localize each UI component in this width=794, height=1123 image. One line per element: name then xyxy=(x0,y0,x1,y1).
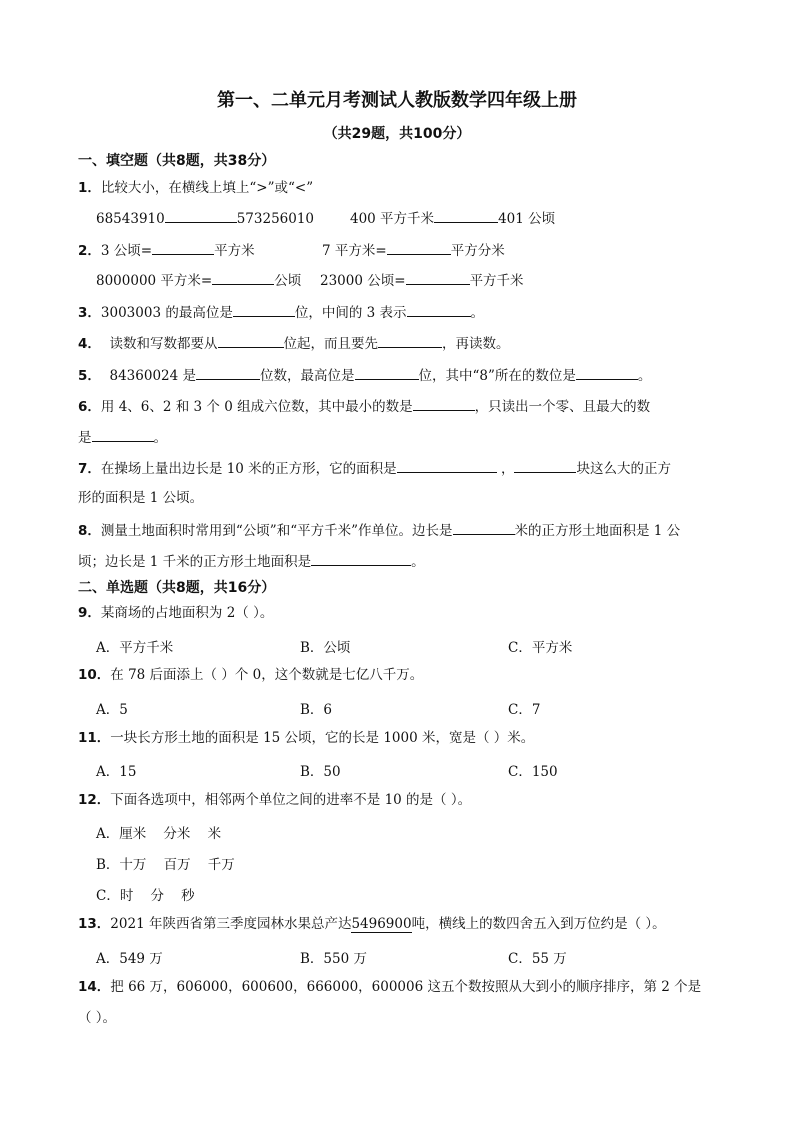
question-1-row-b xyxy=(350,208,555,228)
unit-label: 公顷 xyxy=(274,273,302,289)
option-c[interactable]: C．时 分 秒 xyxy=(96,888,195,904)
question-text: 米的正方形土地面积是 1 公 xyxy=(514,523,681,539)
question-4 xyxy=(78,333,510,353)
page-title: 第一、二单元月考测试人教版数学四年级上册 xyxy=(217,90,577,111)
compare-left: 68543910 xyxy=(96,211,165,227)
option-a[interactable]: A．厘米 分米 米 xyxy=(96,826,222,842)
answer-blank[interactable] xyxy=(407,302,471,317)
question-number: 2． xyxy=(78,243,101,259)
option-c[interactable]: C．7 xyxy=(508,702,541,718)
answer-blank[interactable] xyxy=(212,270,274,285)
option-b[interactable]: B．6 xyxy=(300,702,333,718)
answer-blank[interactable] xyxy=(218,333,284,348)
option-b[interactable]: B．公顷 xyxy=(300,640,351,656)
option-b[interactable]: B．550 万 xyxy=(300,951,367,967)
question-text: 在 78 后面添上（ ）个 0，这个数就是七亿八千万。 xyxy=(110,667,424,683)
answer-blank[interactable] xyxy=(311,551,411,566)
question-number: 1． xyxy=(78,180,101,196)
question-text: 把 66 万，606000，600600，666000，600006 这五个数按照从大到小的顺序排序，第 2 个是 xyxy=(110,979,702,995)
question-text: 某商场的占地面积为 2（ ）。 xyxy=(100,605,274,621)
question-text: 吨，横线上的数四舍五入到万位约是（ ）。 xyxy=(411,916,666,932)
section-single-choice: 二、单选题（共8题，共16分） xyxy=(78,580,276,596)
question-number: 8． xyxy=(78,523,101,539)
option-c[interactable]: C．平方米 xyxy=(508,640,573,656)
question-number: 12． xyxy=(78,792,111,808)
question-2-row-b xyxy=(322,240,505,260)
answer-blank[interactable] xyxy=(196,365,260,380)
question-12 xyxy=(78,791,471,809)
answer-blank[interactable] xyxy=(514,458,576,473)
compare-right: 573256010 xyxy=(236,211,315,227)
question-text: 2021 年陕西省第三季度园林水果总产达 xyxy=(110,916,352,932)
question-text: 84360024 是 xyxy=(109,368,197,384)
answer-blank[interactable] xyxy=(434,208,498,223)
answer-blank[interactable] xyxy=(92,427,154,442)
question-text: 。 xyxy=(153,430,167,446)
page-subtitle: （共29题，共100分） xyxy=(323,126,471,142)
answer-blank[interactable] xyxy=(233,302,295,317)
question-text: 3 公顷= xyxy=(100,243,153,259)
question-8-cont xyxy=(78,551,425,571)
question-text: ，只读出一个零、且最大的数 xyxy=(474,399,651,415)
question-14-cont xyxy=(78,1009,116,1027)
question-text: 顷；边长是 1 千米的正方形土地面积是 xyxy=(78,554,312,570)
question-text: 用 4、6、2 和 3 个 0 组成六位数，其中最小的数是 xyxy=(100,399,413,415)
question-2-row-a xyxy=(78,240,255,260)
question-text: 位数，最高位是 xyxy=(260,368,355,384)
question-text: 读数和写数都要从 xyxy=(109,336,218,352)
question-text: 块这么大的正方 xyxy=(576,461,671,477)
question-text: 下面各选项中，相邻两个单位之间的进率不是 10 的是（ ）。 xyxy=(110,792,472,808)
answer-blank[interactable] xyxy=(387,240,451,255)
question-text: 一块长方形土地的面积是 15 公顷，它的长是 1000 米，宽是（ ）米。 xyxy=(110,730,535,746)
question-6-cont xyxy=(78,427,167,447)
question-number: 9． xyxy=(78,605,101,621)
question-text: ， xyxy=(496,461,515,477)
option-b[interactable]: B．十万 百万 千万 xyxy=(96,857,235,873)
answer-blank[interactable] xyxy=(413,396,475,411)
question-text: 3003003 的最高位是 xyxy=(100,305,233,321)
question-6 xyxy=(78,396,650,416)
question-9 xyxy=(78,604,273,622)
option-a[interactable]: A．549 万 xyxy=(96,951,163,967)
question-10 xyxy=(78,666,423,684)
option-b[interactable]: B．50 xyxy=(300,764,341,780)
question-7 xyxy=(78,458,671,478)
option-a[interactable]: A．15 xyxy=(96,764,137,780)
question-text: 。 xyxy=(470,305,484,321)
question-text: 位，其中“8”所在的数位是 xyxy=(418,368,576,384)
question-number: 4． xyxy=(78,336,101,352)
question-2-row-d xyxy=(320,270,524,290)
question-11 xyxy=(78,729,534,747)
question-text: 测量土地面积时常用到“公顷”和“平方千米”作单位。边长是 xyxy=(100,523,453,539)
question-1-row-a xyxy=(96,208,314,228)
unit-label: 平方米 xyxy=(214,243,255,259)
answer-blank[interactable] xyxy=(576,365,638,380)
question-text: 是 xyxy=(78,430,92,446)
answer-blank[interactable] xyxy=(378,333,442,348)
question-3 xyxy=(78,302,484,322)
question-text: ，再读数。 xyxy=(442,336,510,352)
question-text: （ ）。 xyxy=(78,1010,117,1026)
option-a[interactable]: A．5 xyxy=(96,702,128,718)
question-text: 8000000 平方米= xyxy=(96,273,213,289)
question-number: 13． xyxy=(78,916,111,932)
answer-blank[interactable] xyxy=(355,365,419,380)
compare-left: 400 平方千米 xyxy=(350,211,435,227)
question-text: 位起，而且要先 xyxy=(283,336,378,352)
question-text: 位，中间的 3 表示 xyxy=(294,305,407,321)
answer-blank[interactable] xyxy=(165,208,237,223)
question-7-cont xyxy=(78,489,203,507)
underlined-number: 5496900 xyxy=(351,916,412,932)
question-number: 6． xyxy=(78,399,101,415)
question-text: 形的面积是 1 公顷。 xyxy=(78,490,204,506)
option-c[interactable]: C．55 万 xyxy=(508,951,567,967)
question-number: 11． xyxy=(78,730,111,746)
question-number: 3． xyxy=(78,305,101,321)
compare-right: 401 公顷 xyxy=(498,211,556,227)
answer-blank[interactable] xyxy=(453,520,515,535)
question-text: 7 平方米= xyxy=(322,243,387,259)
answer-blank[interactable] xyxy=(406,270,470,285)
question-13 xyxy=(78,915,666,933)
section-fill-in: 一、填空题（共8题，共38分） xyxy=(78,153,276,169)
question-14 xyxy=(78,978,701,996)
question-number: 14． xyxy=(78,979,111,995)
option-c[interactable]: C．150 xyxy=(508,764,558,780)
question-2-row-c xyxy=(96,270,301,290)
question-text: 23000 公顷= xyxy=(320,273,406,289)
option-a[interactable]: A．平方千米 xyxy=(96,640,174,656)
question-text: 。 xyxy=(411,554,425,570)
unit-label: 平方分米 xyxy=(450,243,505,259)
question-1 xyxy=(78,179,313,197)
question-8 xyxy=(78,520,680,540)
question-text: 。 xyxy=(637,368,652,384)
question-5 xyxy=(78,365,651,385)
question-number: 10． xyxy=(78,667,111,683)
question-text: 在操场上量出边长是 10 米的正方形，它的面积是 xyxy=(100,461,397,477)
unit-label: 平方千米 xyxy=(469,273,524,289)
answer-blank[interactable] xyxy=(397,458,497,473)
answer-blank[interactable] xyxy=(152,240,214,255)
question-number: 7． xyxy=(78,461,101,477)
question-text: 比较大小，在横线上填上“>”或“<” xyxy=(100,180,314,196)
question-number: 5． xyxy=(78,368,101,384)
